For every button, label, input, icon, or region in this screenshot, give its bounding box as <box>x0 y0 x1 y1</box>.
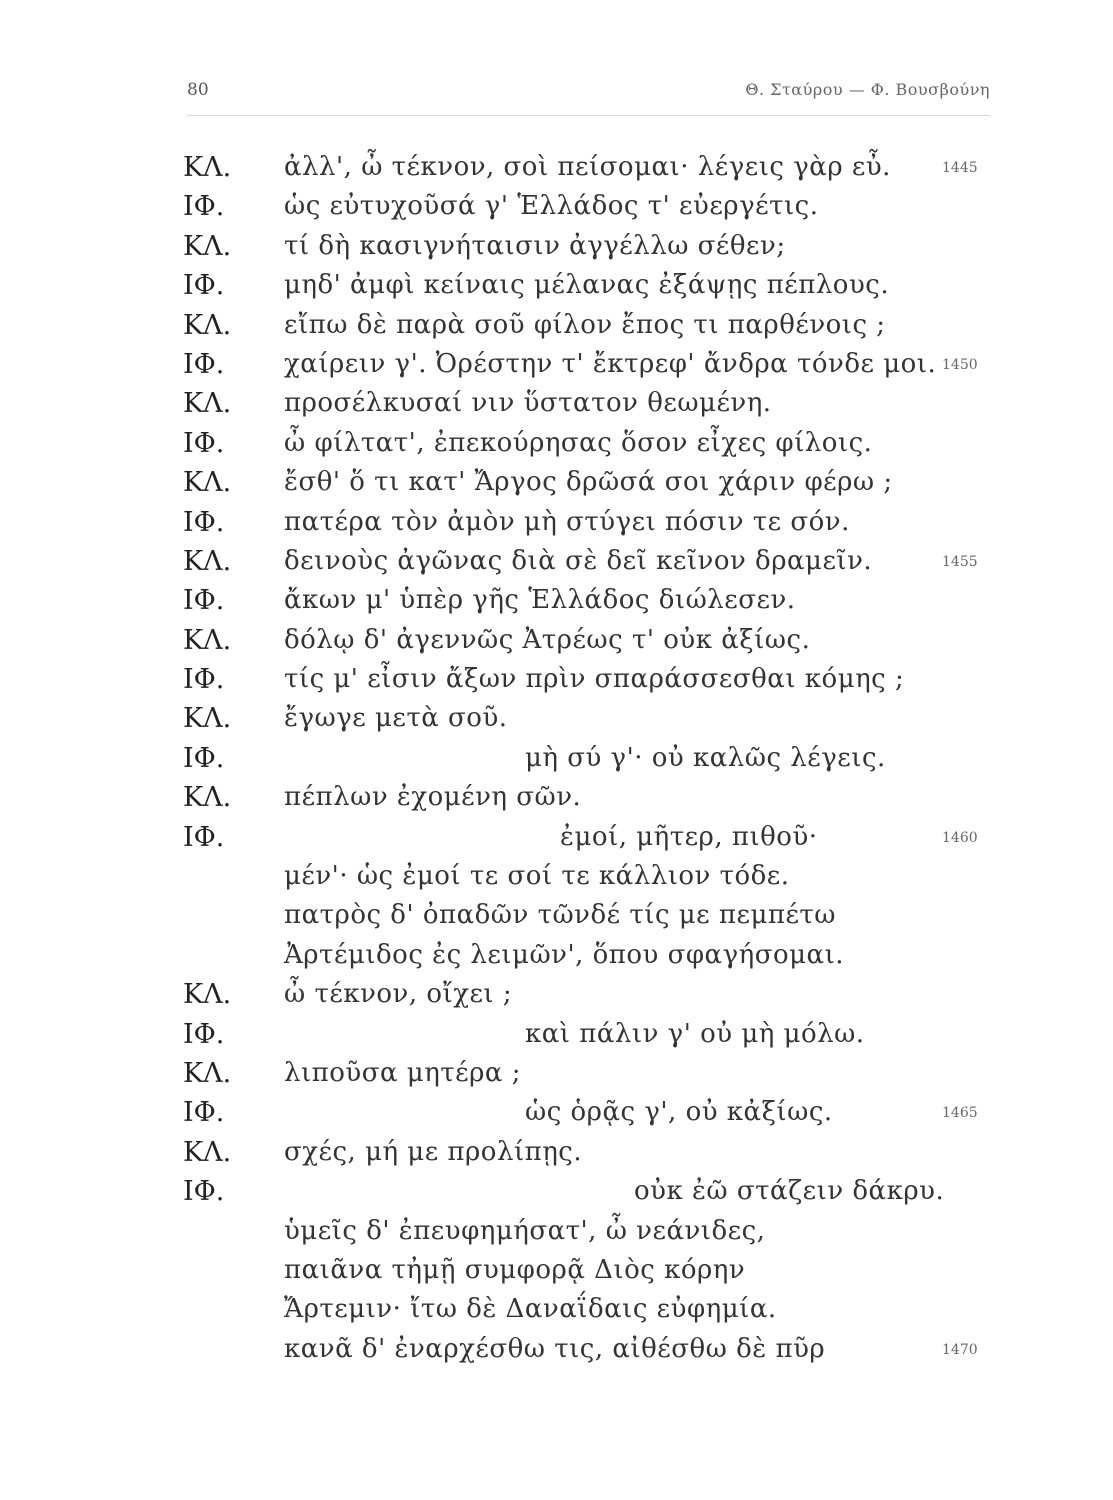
verse-text: ὦ φίλτατ', ἐπεκούρησας ὅσον εἶχες φίλοις. <box>284 427 873 458</box>
verse-text: χαίρειν γ'. Ὀρέστην τ' ἔκτρεφ' ἄνδρα τόνδε μοι. <box>284 348 937 379</box>
verse-line <box>0 1255 1113 1294</box>
speaker-label: ΚΛ. <box>183 1136 232 1168</box>
verse-text: δεινοὺς ἀγῶνας διὰ σὲ δεῖ κεῖνον δραμεῖν. <box>284 545 873 576</box>
verse-text: λιποῦσα μητέρα ; <box>284 1057 521 1088</box>
verse-text: Ἄρτεμιν· ἴτω δὲ Δαναΐδαις εὐφημία. <box>284 1294 777 1325</box>
verse-line <box>0 664 1113 703</box>
verse-line <box>0 1137 1113 1176</box>
speaker-label: ΙΦ. <box>183 348 225 380</box>
verse-text: πατέρα τὸν ἀμὸν μὴ στύγει πόσιν τε σόν. <box>284 506 850 537</box>
speaker-label: ΚΛ. <box>183 152 232 183</box>
verse-line <box>0 467 1113 506</box>
speaker-label: ΚΛ. <box>183 624 232 656</box>
line-number: 1445 <box>942 160 978 176</box>
verse-text: ἔσθ' ὅ τι κατ' Ἄργος δρῶσά σοι χάριν φέρω ; <box>284 467 893 498</box>
speaker-label: ΚΛ. <box>183 979 232 1011</box>
verse-text: καὶ πάλιν γ' οὐ μὴ μόλω. <box>525 1018 865 1049</box>
verse-line <box>0 1019 1113 1058</box>
verse-line <box>0 507 1113 546</box>
verse-line <box>0 979 1113 1018</box>
verse-line <box>0 1097 1113 1136</box>
verse-line <box>0 900 1113 939</box>
line-number: 1450 <box>942 356 978 373</box>
verse-line <box>0 782 1113 821</box>
speaker-label: ΚΛ. <box>183 467 232 499</box>
verse-line <box>0 388 1113 427</box>
speaker-label: ΚΛ. <box>183 388 232 420</box>
verse-line <box>0 1176 1113 1215</box>
verse-text: παιᾶνα τἠμῇ συμφορᾷ Διὸς κόρην <box>284 1254 746 1285</box>
verse-line <box>0 703 1113 742</box>
verse-text: τί δὴ κασιγνήταισιν ἀγγέλλω σέθεν; <box>284 230 786 261</box>
verse-line <box>0 428 1113 467</box>
running-head: Θ. Σταύρου — Φ. Βουσβούνη <box>745 80 990 99</box>
speaker-label: ΙΦ. <box>183 506 225 538</box>
page-number: 80 <box>187 80 209 100</box>
verse-text: ὑμεῖς δ' ἐπευφημήσατ', ὦ νεάνιδες, <box>284 1215 766 1246</box>
speaker-label: ΙΦ. <box>183 1097 225 1129</box>
line-number: 1455 <box>942 553 978 570</box>
verse-line <box>0 940 1113 979</box>
line-number: 1460 <box>942 829 978 846</box>
speaker-label: ΙΦ. <box>183 821 225 853</box>
speaker-label: ΚΛ. <box>183 309 232 341</box>
speaker-label: ΙΦ. <box>183 270 225 302</box>
verse-text: μέν'· ὡς ἐμοί τε σοί τε κάλλιον τόδε. <box>284 861 790 892</box>
verse-line <box>0 546 1113 585</box>
verse-text: προσέλκυσαί νιν ὕστατον θεωμένη. <box>284 388 772 419</box>
verse-text: δόλῳ δ' ἀγεννῶς Ἀτρέως τ' οὐκ ἀξίως. <box>284 624 811 655</box>
verse-line <box>0 270 1113 309</box>
header-rule <box>187 115 990 116</box>
verse-text: μηδ' ἀμφὶ κείναις μέλανας ἐξάψῃς πέπλους. <box>284 270 890 301</box>
speaker-label: ΚΛ. <box>183 782 232 814</box>
speaker-label: ΙΦ. <box>183 1176 225 1208</box>
speaker-label: ΙΦ. <box>183 191 225 223</box>
verse-block <box>0 152 1113 1373</box>
verse-text: Ἀρτέμιδος ἐς λειμῶν', ὅπου σφαγήσομαι. <box>284 939 845 970</box>
verse-line <box>0 822 1113 861</box>
verse-line <box>0 1216 1113 1255</box>
verse-line <box>0 349 1113 388</box>
verse-text: πέπλων ἐχομένη σῶν. <box>284 782 582 813</box>
verse-line <box>0 310 1113 349</box>
line-number: 1465 <box>942 1105 978 1122</box>
verse-text: ὡς ὁρᾷς γ', οὐ κἀξίως. <box>525 1097 833 1128</box>
verse-line <box>0 585 1113 624</box>
verse-line <box>0 1294 1113 1333</box>
verse-text: κανᾶ δ' ἐναρχέσθω τις, αἰθέσθω δὲ πῦρ <box>284 1333 826 1364</box>
speaker-label: ΚΛ. <box>183 230 232 262</box>
verse-line <box>0 231 1113 270</box>
speaker-label: ΙΦ. <box>183 427 225 459</box>
verse-line <box>0 861 1113 900</box>
speaker-label: ΙΦ. <box>183 664 225 696</box>
speaker-label: ΚΛ. <box>183 1057 232 1089</box>
verse-text: πατρὸς δ' ὀπαδῶν τῶνδέ τίς με πεμπέτω <box>284 900 836 931</box>
speaker-label: ΙΦ. <box>183 742 225 774</box>
verse-text: ἄκων μ' ὑπὲρ γῆς Ἑλλάδος διώλεσεν. <box>284 585 796 616</box>
verse-text: μὴ σύ γ'· οὐ καλῶς λέγεις. <box>525 742 886 773</box>
speaker-label: ΙΦ. <box>183 1018 225 1050</box>
verse-text: ὡς εὐτυχοῦσά γ' Ἑλλάδος τ' εὐεργέτις. <box>284 191 819 222</box>
verse-text: ὦ τέκνον, οἴχει ; <box>284 979 513 1010</box>
verse-text: τίς μ' εἶσιν ἄξων πρὶν σπαράσσεσθαι κόμης ; <box>284 664 905 695</box>
verse-text: ἐμοί, μῆτερ, πιθοῦ· <box>560 821 818 852</box>
verse-line <box>0 743 1113 782</box>
speaker-label: ΙΦ. <box>183 585 225 617</box>
verse-line <box>0 191 1113 230</box>
verse-text: ἔγωγε μετὰ σοῦ. <box>284 703 508 734</box>
speaker-label: ΚΛ. <box>183 703 232 735</box>
speaker-label: ΚΛ. <box>183 545 232 577</box>
verse-text: ἀλλ', ὦ τέκνον, σοὶ πείσομαι· λέγεις γὰρ εὖ. <box>284 152 891 182</box>
page-header <box>187 80 990 110</box>
verse-text: σχές, μή με προλίπῃς. <box>284 1136 583 1167</box>
verse-line <box>0 1058 1113 1097</box>
verse-line <box>0 625 1113 664</box>
verse-line <box>0 152 1113 191</box>
verse-text: οὐκ ἐῶ στάζειν δάκρυ. <box>634 1176 945 1207</box>
line-number: 1470 <box>942 1341 978 1358</box>
verse-text: εἴπω δὲ παρὰ σοῦ φίλον ἔπος τι παρθένοις ; <box>284 309 886 340</box>
verse-line <box>0 1334 1113 1373</box>
